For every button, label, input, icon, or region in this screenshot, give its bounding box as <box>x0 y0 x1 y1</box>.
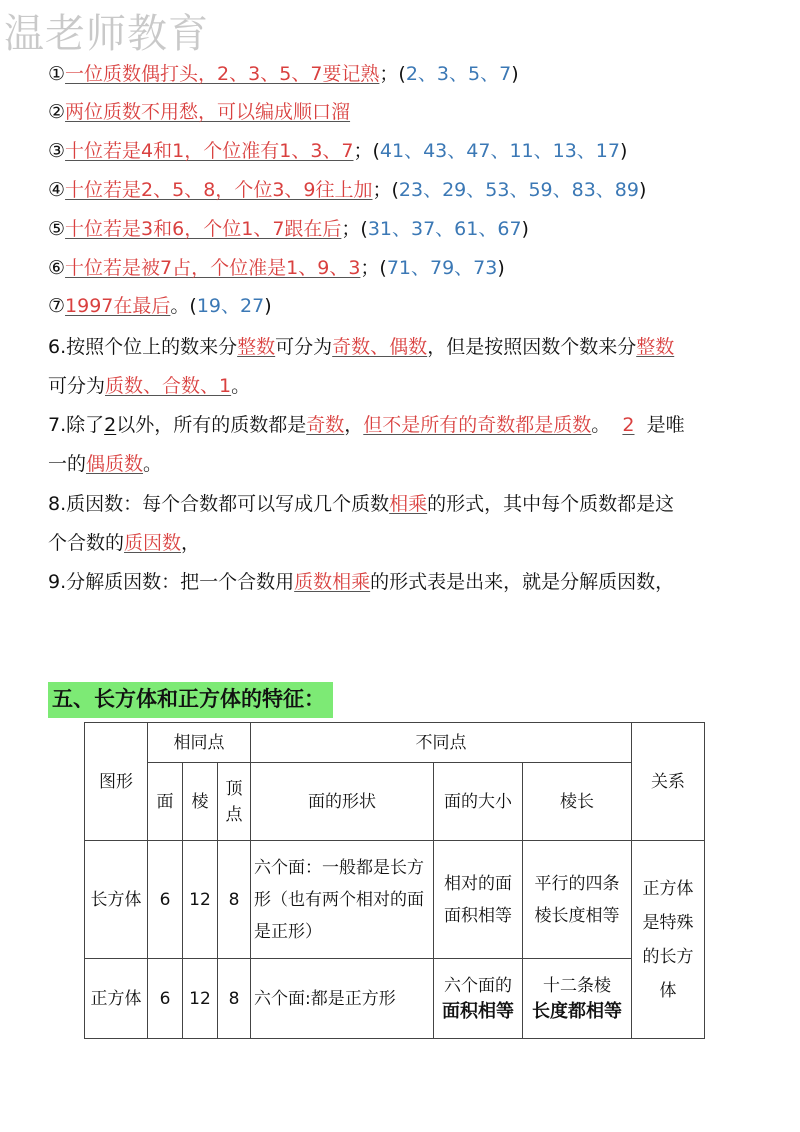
row-name: 长方体 <box>85 841 148 959</box>
paragraph-6: 6.按照个位上的数来分整数可分为奇数、偶数，但是按照因数个数来分整数 <box>48 336 675 358</box>
header-face: 面 <box>148 763 183 841</box>
line-blue: 2、3、5、7 <box>405 63 512 85</box>
row-vertex: 8 <box>218 959 251 1039</box>
line-blue: 31、37、61、67 <box>367 218 522 240</box>
line-end: ) <box>497 257 505 279</box>
line-end: ) <box>264 295 272 317</box>
header-face-size: 面的大小 <box>434 763 523 841</box>
header-edge: 棱 <box>183 763 218 841</box>
line-num: ⑦ <box>48 295 66 317</box>
table-row <box>85 959 705 1039</box>
line-end: ) <box>638 179 647 201</box>
line-red: 十位若是4和1，个位准有1、3、7 <box>65 140 354 162</box>
paragraph-7-cont: 一的偶质数。 <box>48 453 163 475</box>
line-blue: 23、29、53、59、83、89 <box>398 179 639 201</box>
line-end: ) <box>511 63 519 85</box>
line-mid: ；( <box>353 140 380 162</box>
rhyme-line <box>48 62 519 86</box>
row-edge: 12 <box>183 959 218 1039</box>
paragraph-7: 7.除了2以外，所有的质数都是奇数，但不是所有的奇数都是质数。 2 是唯 <box>48 414 685 436</box>
line-blue: 19、27 <box>196 295 265 317</box>
line-end: ) <box>619 140 628 162</box>
line-mid: 。( <box>170 295 197 317</box>
line-num: ⑥ <box>48 257 66 279</box>
row-name: 正方体 <box>85 959 148 1039</box>
row-face-size: 相对的面面积相等 <box>434 841 523 959</box>
line-blue: 41、43、47、11、13、17 <box>379 140 620 162</box>
rhyme-line <box>48 139 627 163</box>
line-end: ) <box>521 218 529 240</box>
line-num: ④ <box>48 179 66 201</box>
row-edge-length: 十二条棱 长度都相等 <box>523 959 632 1039</box>
line-mid: ；( <box>360 257 387 279</box>
paragraph-9: 9.分解质因数：把一个合数用质数相乘的形式表是出来，就是分解质因数， <box>48 571 675 593</box>
paragraph-8-cont: 个合数的质因数， <box>48 532 201 554</box>
paragraph-8: 8.质因数：每个合数都可以写成几个质数相乘的形式，其中每个质数都是这 <box>48 493 675 515</box>
line-red: 十位若是3和6，个位1、7跟在后 <box>65 218 342 240</box>
line-num: ⑤ <box>48 218 66 240</box>
header-same: 相同点 <box>148 723 251 763</box>
relation-cell: 正方体是特殊的长方体 <box>632 841 705 1039</box>
rhyme-line <box>48 100 350 124</box>
line-red: 十位若是2、5、8，个位3、9往上加 <box>65 179 373 201</box>
rhyme-line <box>48 294 272 318</box>
table-row <box>85 841 705 959</box>
line-mid: ；( <box>341 218 368 240</box>
line-num: ① <box>48 63 66 85</box>
row-edge-length: 平行的四条棱长度相等 <box>523 841 632 959</box>
line-mid: ；( <box>372 179 399 201</box>
line-num: ② <box>48 101 66 123</box>
row-face-shape: 六个面：一般都是长方形（也有两个相对的面是正形） <box>251 841 434 959</box>
line-blue: 71、79、73 <box>386 257 498 279</box>
row-face-size: 六个面的 面积相等 <box>434 959 523 1039</box>
header-edge-length: 棱长 <box>523 763 632 841</box>
line-num: ③ <box>48 140 66 162</box>
line-red: 一位质数偶打头，2、3、5、7要记熟 <box>65 63 380 85</box>
line-red: 两位质数不用愁，可以编成顺口溜 <box>65 101 351 123</box>
header-vertex: 顶点 <box>218 763 251 841</box>
header-relation: 关系 <box>632 723 705 841</box>
comparison-table <box>84 722 705 1039</box>
line-red: 十位若是被7占，个位准是1、9、3 <box>65 257 361 279</box>
paragraph-6-cont: 可分为质数、合数、1。 <box>48 375 251 397</box>
row-face: 6 <box>148 841 183 959</box>
line-red: 1997在最后 <box>65 295 171 317</box>
row-face: 6 <box>148 959 183 1039</box>
row-vertex: 8 <box>218 841 251 959</box>
section-heading: 五、长方体和正方体的特征： <box>48 682 333 718</box>
header-diff: 不同点 <box>251 723 632 763</box>
row-face-shape: 六个面:都是正方形 <box>251 959 434 1039</box>
rhyme-line <box>48 178 646 202</box>
header-face-shape: 面的形状 <box>251 763 434 841</box>
header-shape: 图形 <box>85 723 148 841</box>
line-mid: ；( <box>379 63 406 85</box>
rhyme-line <box>48 217 529 241</box>
watermark: 温老师教育 <box>4 11 209 57</box>
rhyme-line <box>48 256 505 280</box>
row-edge: 12 <box>183 841 218 959</box>
